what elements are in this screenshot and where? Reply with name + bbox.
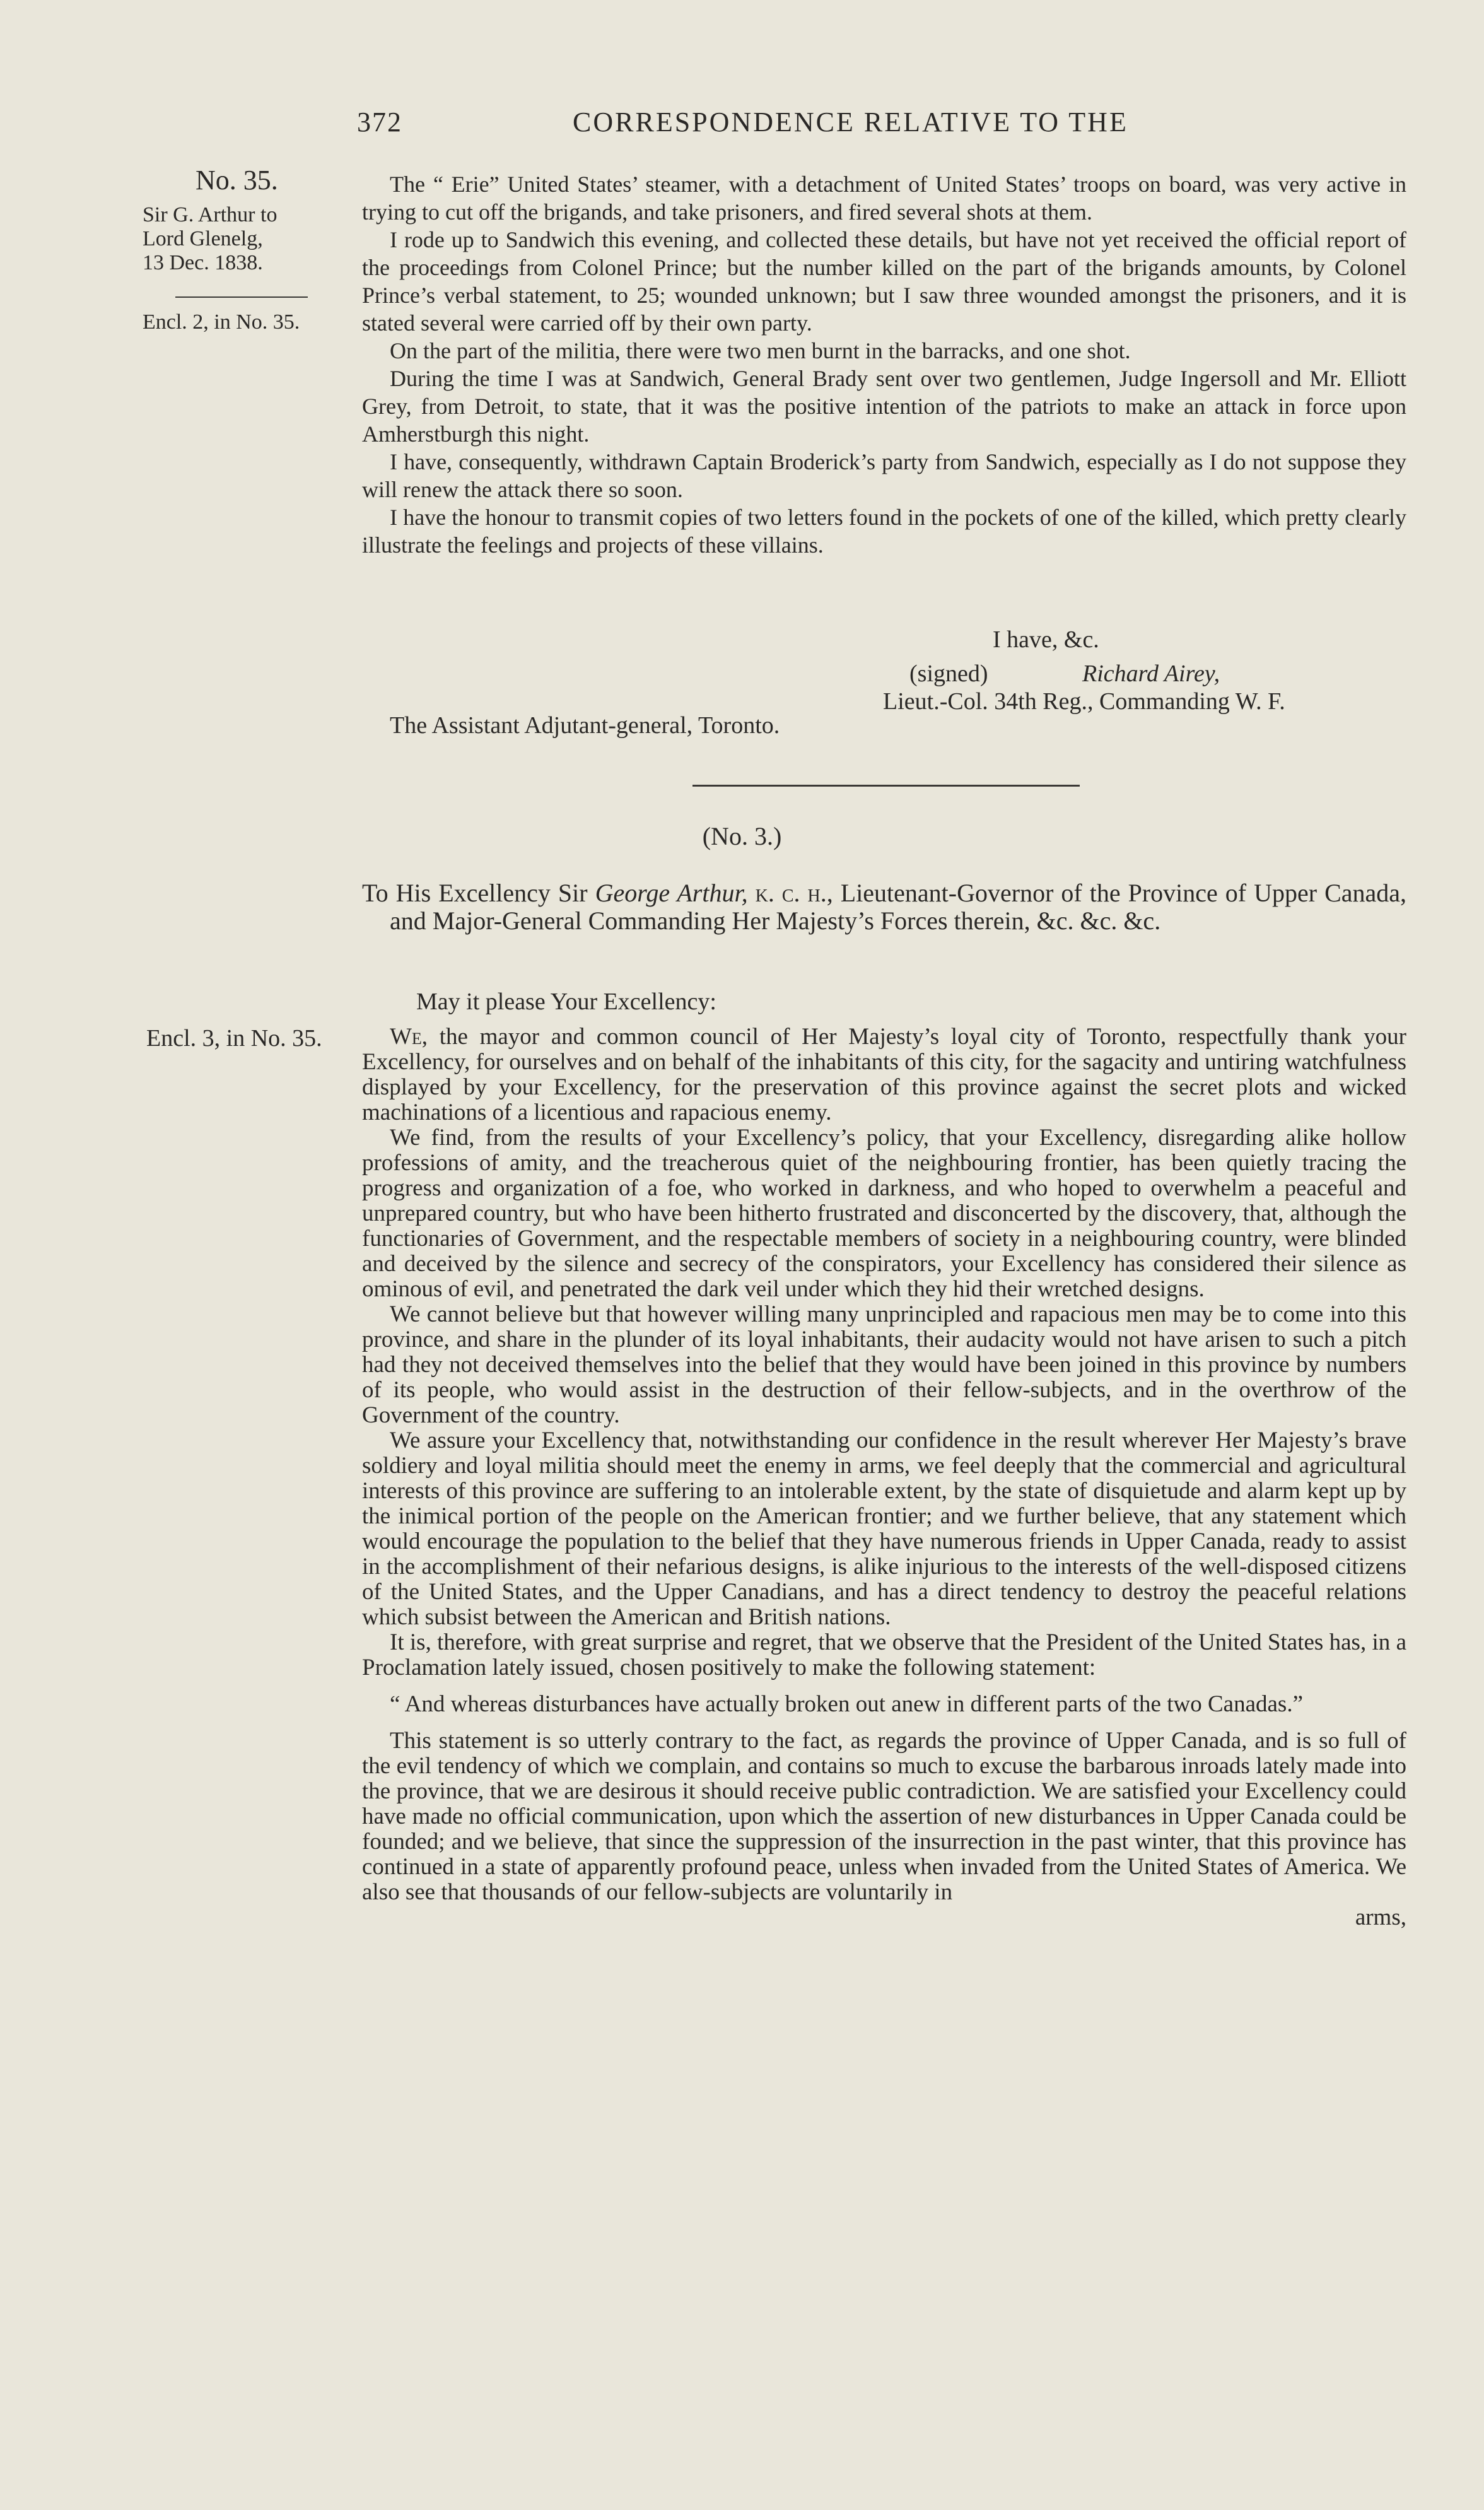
paragraph: We cannot believe but that however willing many unprincipled and rapacious men may be to come into this province, and share in the plunder of its loyal inhabitants, their audacity would not have arisen to such a pitch had they not deceived themselves into the belief that they would have been joined in this province by numbers of its people, who would assist in the destruction of their fellow-subjects, and in the overthrow of the Government of the country. xyxy=(362,1301,1406,1428)
paragraph: I have, consequently, withdrawn Captain Broderick’s party from Sandwich, especially as I do not suppose they will renew the attack there so soon. xyxy=(362,449,1406,502)
paragraph: The “ Erie” United States’ steamer, with a detachment of United States’ troops on board, was very active in trying to cut off the brigands, and take prisoners, and fired several shots at them. xyxy=(362,172,1406,225)
paragraph: We find, from the results of your Excellency’s policy, that your Excellency, disregarding alike hollow professions of amity, and the treacherous quiet of the neighbouring frontier, has been quietly tracing the progress and organization of a foe, who worked in darkness, and who hoped to overwhelm a peaceful and unprepared country, but who have been hitherto frustrated and disconcerted by the discovery, that, although the functionaries of Government, and the respectable members of society in a neighbouring country, were blinded and deceived by the silence and secrecy of the conspirators, your Excellency has considered their silence as ominous of evil, and penetrated the dark veil under which they hid their wretched designs. xyxy=(362,1125,1406,1302)
paragraph: This statement is so utterly contrary to the fact, as regards the province of Upper Canada, and is so full of the evil tendency of which we complain, and contains so much to excuse the barbarous inroads lately made into the province, that we are desirous it should receive public contradiction. We are satisfied your Excellency could have made no official communication, upon which the assertion of new disturbances in Upper Canada could be founded; and we believe, that since the suppression of the insurrection in the past winter, that this province has continued in a state of apparently profound peace, unless when invaded from the United States of America. We also see that thousands of our fellow-subjects are voluntarily in xyxy=(362,1728,1406,1905)
address-suffix: Lieutenant-Governor of the Province of Upper Canada, and Major-General Commanding Her Majesty’s Forces therein, &c. &c. &c. xyxy=(390,879,1407,935)
document-number: (No. 3.) xyxy=(702,822,782,850)
quotation: “ And whereas disturbances have actually broken out anew in different parts of the two Canadas.” xyxy=(390,1691,1303,1717)
paragraph: On the part of the militia, there were two men burnt in the barracks, and one shot. xyxy=(390,338,1131,363)
margin-note-to: Lord Glenelg, xyxy=(143,227,263,250)
salutation: May it please Your Excellency: xyxy=(416,988,716,1015)
paragraph: We assure your Excellency that, notwithstanding our confidence in the result wherever Her Majesty’s brave soldiery and loyal militia should meet the enemy in arms, we feel deeply that the commercial and agricultural interests of this province are suffering to an intolerable extent, by the state of disquietude and alarm kept up by the inimical portion of the people on the American frontier; and we further believe, that any statement which would encourage the population to the belief that they have numerous friends in Upper Canada, ready to assist in the accomplishment of their nefarious designs, is alike injurious to the interests of the well-disposed citizens of the United States, and the Upper Canadians, and has a direct tendency to destroy the peaceful relations which subsist between the American and British nations. xyxy=(362,1428,1406,1630)
address-name: George Arthur, xyxy=(595,879,748,907)
first-word: We, xyxy=(390,1024,428,1050)
signed-label: (signed) xyxy=(909,660,988,687)
margin-note-date: 13 Dec. 1838. xyxy=(143,251,263,274)
closing: I have, &c. xyxy=(993,626,1099,653)
address-honours: k. c. h., xyxy=(747,879,833,907)
page-number: 372 xyxy=(357,107,402,138)
margin-note-number: No. 35. xyxy=(196,165,278,196)
address-block xyxy=(362,879,1406,935)
paragraph: I have the honour to transmit copies of two letters found in the pockets of one of the killed, which pretty clearly illustrate the feelings and projects of these villains. xyxy=(362,505,1406,558)
paragraph: I rode up to Sandwich this evening, and collected these details, but have not yet received the official report of the proceedings from Colonel Prince; but the number killed on the part of the brigands amounts, by Colonel Prince’s verbal statement, to 25; wounded unknown; but I saw three wounded amongst the prisoners, and it is stated several were carried off by their own party. xyxy=(362,227,1406,336)
margin-note-from-to: Sir G. Arthur to xyxy=(143,203,278,226)
letter-2-body xyxy=(362,170,1406,559)
page-header xyxy=(0,106,1484,144)
paragraph: During the time I was at Sandwich, General Brady sent over two gentlemen, Judge Ingersoll and Mr. Elliott Grey, from Detroit, to state, that it was the positive intention of the patriots to make an attack in force upon Amherstburgh this night. xyxy=(362,366,1406,447)
address-prefix: To His Excellency Sir xyxy=(362,879,595,907)
running-head: CORRESPONDENCE RELATIVE TO THE xyxy=(573,107,1128,138)
addressee: The Assistant Adjutant-general, Toronto. xyxy=(390,712,780,739)
catchword: arms, xyxy=(1355,1904,1406,1930)
section-divider xyxy=(692,785,1080,787)
letter-3-body xyxy=(362,1024,1406,1930)
signer-rank: Lieut.-Col. 34th Reg., Commanding W. F. xyxy=(883,688,1285,715)
margin-note-enclosure-2: Encl. 2, in No. 35. xyxy=(143,310,300,334)
paragraph: It is, therefore, with great surprise and regret, that we observe that the President of the United States has, in a Proclamation lately issued, chosen positively to make the following statement: xyxy=(362,1629,1406,1680)
paragraph-1-text: the mayor and common council of Her Majesty’s loyal city of Toronto, respectfully thank your Excellency, for ourselves and on behalf of the inhabitants of this city, for the sagacity and untiring watchfulness displayed by your Excellency, for the preservation of this province against the secret plots and wicked machinations of a licentious and rapacious enemy. xyxy=(362,1024,1406,1125)
margin-rule xyxy=(175,296,308,298)
signer-name: Richard Airey, xyxy=(1082,660,1220,687)
margin-note-enclosure-3: Encl. 3, in No. 35. xyxy=(146,1025,322,1052)
